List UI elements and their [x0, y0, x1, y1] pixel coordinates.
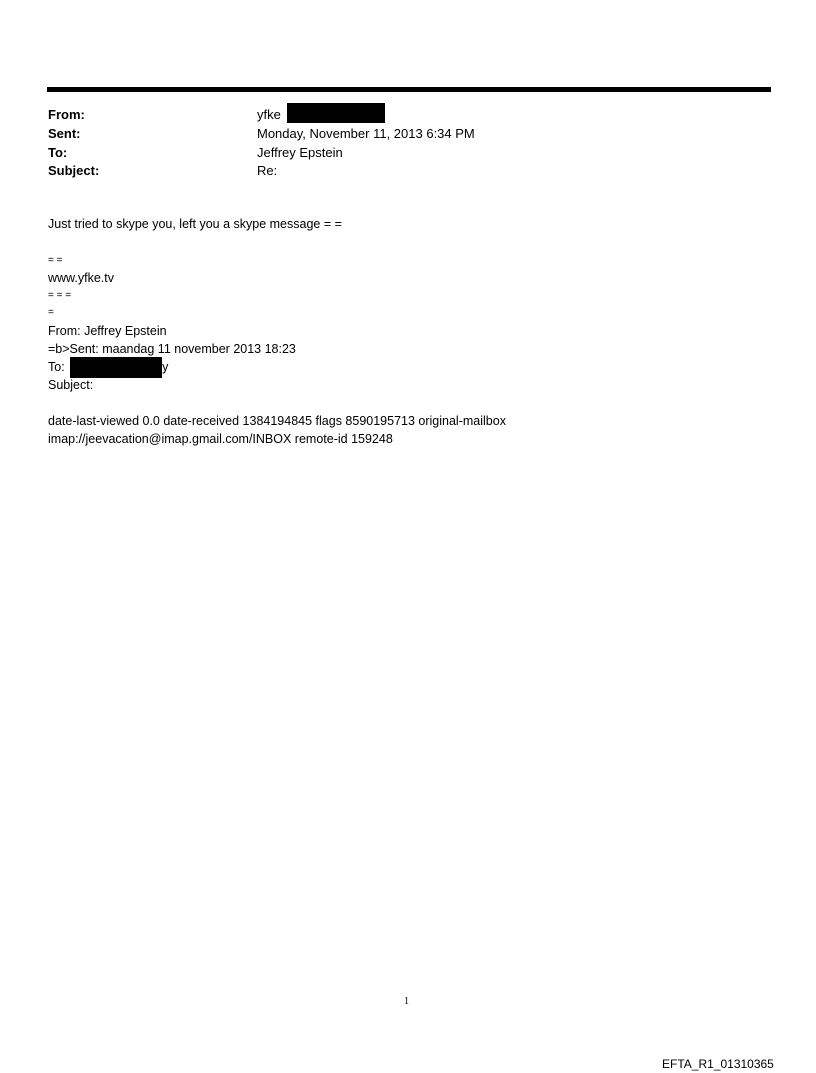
header-from-row [48, 106, 768, 124]
metadata-line: date-last-viewed 0.0 date-received 1384194845 flags 8590195713 original-mailbox [48, 414, 506, 428]
separator-line: = = [48, 255, 63, 266]
separator-line: = = = [48, 290, 72, 301]
quoted-to-tail: y [162, 360, 169, 374]
subject-label: Subject: [48, 163, 100, 178]
separator-line: = [48, 307, 54, 318]
redaction-box [70, 357, 162, 378]
header-sent-row [48, 125, 768, 143]
to-value: Jeffrey Epstein [257, 145, 343, 160]
quoted-to [48, 359, 168, 378]
subject-value: Re: [257, 163, 278, 178]
from-name: yfke [257, 107, 281, 122]
page-number: 1 [404, 996, 409, 1007]
header-to-row [48, 144, 768, 162]
message-line: Just tried to skype you, left you a skype message = = [48, 217, 342, 231]
website-link[interactable]: www.yfke.tv [48, 271, 114, 285]
from-label: From: [48, 107, 85, 122]
header-subject-row [48, 162, 768, 180]
sent-value: Monday, November 11, 2013 6:34 PM [257, 126, 475, 141]
document-id: EFTA_R1_01310365 [662, 1057, 774, 1071]
from-value [257, 106, 385, 124]
sent-label: Sent: [48, 126, 81, 141]
quoted-subject: Subject: [48, 378, 94, 392]
metadata-line: imap://jeevacation@imap.gmail.com/INBOX remote-id 159248 [48, 432, 393, 446]
header-rule [47, 87, 771, 92]
quoted-from: From: Jeffrey Epstein [48, 324, 167, 338]
redaction-box [287, 103, 385, 123]
quoted-to-label: To: [48, 360, 65, 374]
quoted-sent: =b>Sent: maandag 11 november 2013 18:23 [48, 342, 296, 356]
to-label: To: [48, 145, 68, 160]
